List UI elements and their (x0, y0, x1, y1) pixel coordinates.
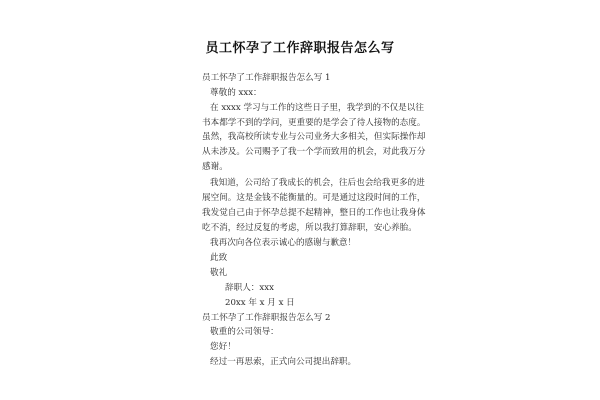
paragraph-line: 我知道，公司给了我成长的机会，往后也会给我更多的进 (210, 178, 425, 188)
closing-line: 敬礼 (210, 268, 228, 278)
document-title: 员工怀孕了工作辞职报告怎么写 (205, 41, 395, 56)
paragraph-line: 吃不消，经过反复的考虑，所以我打算辞职，安心养胎。 (202, 223, 417, 233)
paragraph-line: 从未涉及。公司赐予了我一个学而致用的机会，对此我万分 (202, 147, 426, 157)
paragraph-line: 感谢。 (202, 162, 228, 172)
paragraph-line: 经过一再思索，正式向公司提出辞职。 (210, 357, 357, 367)
section-heading-2: 员工怀孕了工作辞职报告怎么写 2 (202, 313, 331, 323)
paragraph-line: 我再次向各位表示诚心的感谢与歉意！ (210, 238, 357, 248)
salutation: 敬重的公司领导： (210, 327, 279, 337)
salutation: 尊敬的 xxx： (210, 88, 262, 98)
section-heading-1: 员工怀孕了工作辞职报告怎么写 1 (202, 73, 331, 83)
paragraph-line: 我发觉自己由于怀孕总提不起精神，整日的工作也让我身体 (202, 208, 426, 218)
signature-line: 辞职人：xxx (225, 283, 274, 293)
paragraph-line: 在 xxxx 学习与工作的这些日子里，我学到的不仅是以往 (210, 103, 424, 113)
paragraph-line: 虽然，我高校所读专业与公司业务大多相关，但实际操作却 (202, 132, 426, 142)
paragraph-line: 展空间。这是金钱不能衡量的。可是通过这段时间的工作， (202, 193, 426, 203)
date-line: 20xx 年 x 月 x 日 (225, 298, 295, 308)
paragraph-line: 书本都学不到的学问，更重要的是学会了待人接物的态度。 (202, 118, 426, 128)
greeting-line: 您好！ (210, 342, 236, 352)
closing-line: 此致 (210, 253, 228, 263)
